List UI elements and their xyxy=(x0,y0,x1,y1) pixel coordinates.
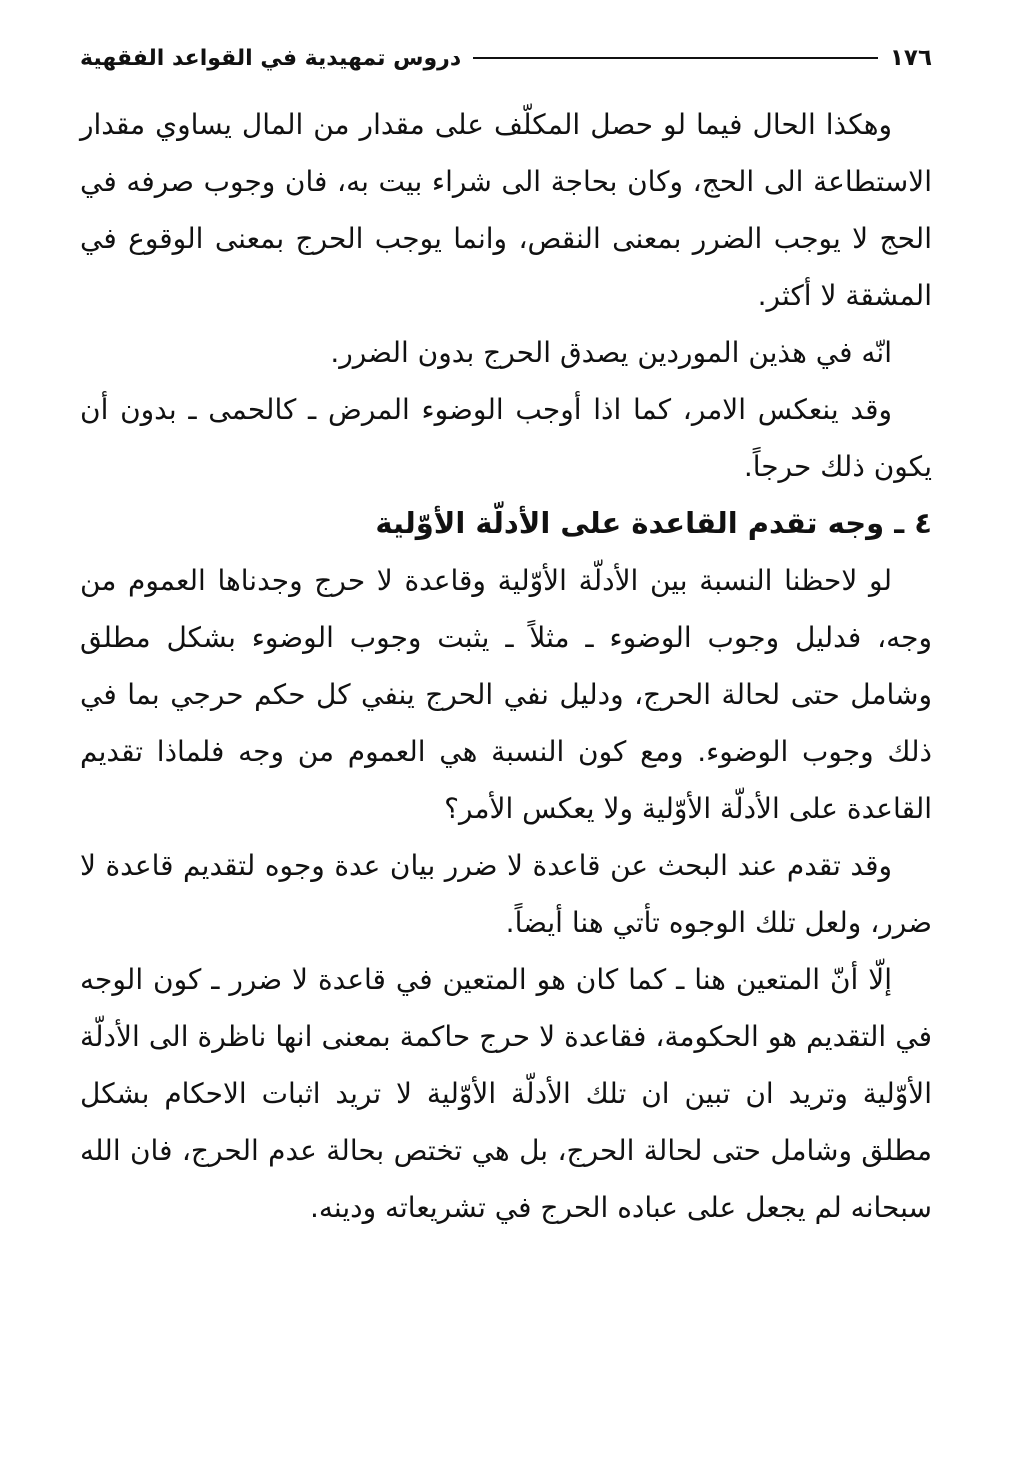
paragraph: وقد ينعكس الامر، كما اذا أوجب الوضوء المرض ـ كالحمى ـ بدون أن يكون ذلك حرجاً. xyxy=(80,393,932,483)
body-text xyxy=(80,96,932,1236)
paragraph: انّه في هذين الموردين يصدق الحرج بدون الضرر. xyxy=(330,336,892,369)
header-rule xyxy=(473,57,878,59)
running-header xyxy=(80,38,932,78)
book-title: دروس تمهيدية في القواعد الفقهية xyxy=(80,45,462,71)
paragraph: إلّا أنّ المتعين هنا ـ كما كان هو المتعين في قاعدة لا ضرر ـ كون الوجه في التقديم هو الحكومة، فقاعدة لا حرج حاكمة بمعنى انها ناظرة الى الأدلّة الأوّلية وتريد ان تبين ان تلك الأدلّة الأوّلية لا تريد اثبات الاحكام بشكل مطلق وشامل حتى لحالة الحرج، بل هي تختص بحالة عدم الحرج، فان الله سبحانه لم يجعل على عباده الحرج في تشريعاته ودينه. xyxy=(80,963,932,1224)
paragraph: وقد تقدم عند البحث عن قاعدة لا ضرر بيان عدة وجوه لتقديم قاعدة لا ضرر، ولعل تلك الوجوه تأتي هنا أيضاً. xyxy=(80,849,932,939)
paragraph: وهكذا الحال فيما لو حصل المكلّف على مقدار من المال يساوي مقدار الاستطاعة الى الحج، وكان بحاجة الى شراء بيت به، فان وجوب صرفه في الحج لا يوجب الضرر بمعنى النقص، وانما يوجب الحرج بمعنى الوقوع في المشقة لا أكثر. xyxy=(80,108,932,312)
section-heading: ٤ ـ وجه تقدم القاعدة على الأدلّة الأوّلية xyxy=(375,506,932,540)
page-number: ١٧٦ xyxy=(889,45,932,71)
document-page xyxy=(80,38,932,1437)
paragraph: لو لاحظنا النسبة بين الأدلّة الأوّلية وقاعدة لا حرج وجدناها العموم من وجه، فدليل وجوب الوضوء ـ مثلاً ـ يثبت وجوب الوضوء بشكل مطلق وشامل حتى لحالة الحرج، ودليل نفي الحرج ينفي كل حكم حرجي بما في ذلك وجوب الوضوء. ومع كون النسبة هي العموم من وجه فلماذا تقديم القاعدة على الأدلّة الأوّلية ولا يعكس الأمر؟ xyxy=(80,564,932,825)
